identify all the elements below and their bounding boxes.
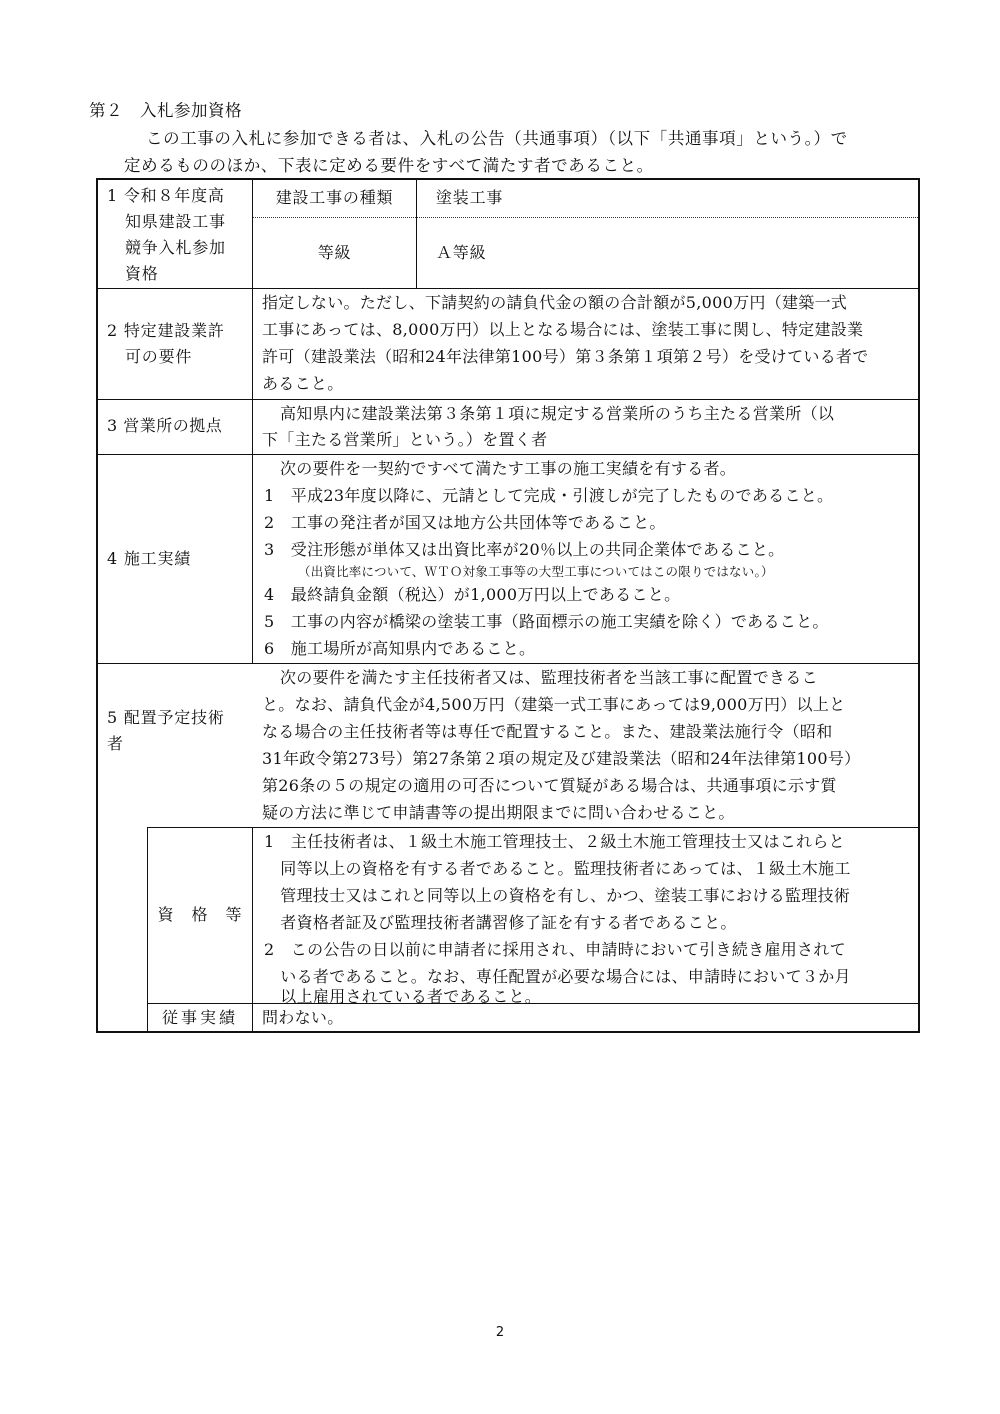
row4-item: 3 受注形態が単体又は出資比率が20％以上の共同企業体であること。 — [264, 540, 785, 559]
row1-label-line: 資格 — [125, 264, 159, 283]
row2-text-line: 工事にあっては、8,000万円）以上となる場合には、塗装工事に関し、特定建設業 — [262, 320, 864, 339]
row5-label-line: 5 配置予定技術 — [107, 708, 225, 727]
row-divider — [98, 663, 918, 664]
row2-label — [107, 318, 249, 370]
row5-text-line: なる場合の主任技術者等は専任で配置すること。また、建設業法施行令（昭和 — [262, 722, 833, 741]
row3-text-line: 下「主たる営業所」という。）を置く者 — [262, 430, 548, 449]
row-divider — [147, 827, 918, 828]
row1-label-line: 競争入札参加 — [125, 238, 226, 257]
qualification-line: いる者であること。なお、専任配置が必要な場合には、申請時において３か月 — [264, 967, 851, 986]
qualification-line: 2 この公告の日以前に申請者に採用され、申請時において引き続き雇用されて — [264, 940, 846, 959]
kind-label: 建設工事の種類 — [275, 188, 394, 207]
row3-text-line: 高知県内に建設業法第３条第１項に規定する営業所のうち主たる営業所（以 — [280, 404, 835, 423]
row4-note: （出資比率について、ＷＴＯ対象工事等の大型工事についてはこの限りではない。） — [298, 564, 774, 579]
row-divider — [98, 288, 918, 289]
row-divider — [98, 454, 918, 455]
grade-label: 等級 — [317, 243, 352, 262]
column-divider — [416, 180, 417, 288]
section-title: 第２ 入札参加資格 — [89, 101, 242, 120]
qualification-line: 同等以上の資格を有する者であること。監理技術者にあっては、１級土木施工 — [264, 859, 851, 878]
row5-text-line: と。なお、請負代金が4,500万円（建築一式工事にあっては9,000万円）以上と — [262, 695, 846, 714]
qualification-line: 以上雇用されている者であること。 — [264, 987, 542, 1006]
grade-value: Ａ等級 — [436, 243, 487, 262]
qualification-label: 資 格 等 — [157, 905, 243, 924]
row5-text-line: 第26条の５の規定の適用の可否について質疑がある場合は、共通事項に示す質 — [262, 776, 837, 795]
row2-text-line: 許可（建設業法（昭和24年法律第100号）第３条第１項第２号）を受けている者で — [262, 347, 869, 366]
experience-label: 従事実績 — [161, 1008, 238, 1027]
row4-lead: 次の要件を一契約ですべて満たす工事の施工実績を有する者。 — [280, 459, 737, 478]
row4-label: 4 施工実績 — [107, 549, 192, 568]
row5-label — [107, 705, 249, 757]
row1-label — [107, 183, 249, 287]
kind-value: 塗装工事 — [436, 188, 504, 207]
column-divider — [147, 827, 148, 1031]
row2-label-line: 2 特定建設業許 — [107, 321, 225, 340]
intro-line-2: 定めるもののほか、下表に定める要件をすべて満たす者であること。 — [124, 156, 654, 175]
row1-label-line: 1 令和８年度高 — [107, 186, 225, 205]
row2-text-line: 指定しない。ただし、下請契約の請負代金の額の合計額が5,000万円（建築一式 — [262, 293, 848, 312]
row5-text-line: 次の要件を満たす主任技術者又は、監理技術者を当該工事に配置できるこ — [280, 668, 818, 687]
row-divider — [98, 399, 918, 400]
qualification-line: 1 主任技術者は、１級土木施工管理技士、２級土木施工管理技士又はこれらと — [264, 832, 845, 851]
row4-item: 1 平成23年度以降に、元請として完成・引渡しが完了したものであること。 — [264, 486, 834, 505]
dotted-divider — [253, 217, 918, 218]
row5-text-line: 疑の方法に準じて申請書等の提出期限までに問い合わせること。 — [262, 803, 735, 822]
experience-value: 問わない。 — [262, 1008, 344, 1027]
row4-item: 5 工事の内容が橋梁の塗装工事（路面標示の施工実績を除く）であること。 — [264, 612, 829, 631]
row4-item: 4 最終請負金額（税込）が1,000万円以上であること。 — [264, 585, 681, 604]
column-divider — [252, 827, 253, 1031]
row2-label-line: 可の要件 — [125, 347, 193, 366]
page-number: 2 — [495, 1325, 505, 1340]
row3-label: 3 営業所の拠点 — [107, 416, 223, 435]
qualification-line: 管理技士又はこれと同等以上の資格を有し、かつ、塗装工事における監理技術 — [264, 886, 851, 905]
intro-line-1: この工事の入札に参加できる者は、入札の公告（共通事項）（以下「共通事項」という。）で — [146, 129, 848, 148]
row2-text-line: あること。 — [262, 374, 344, 393]
row5-label-line: 者 — [107, 734, 124, 753]
row4-item: 6 施工場所が高知県内であること。 — [264, 639, 536, 658]
row4-item: 2 工事の発注者が国又は地方公共団体等であること。 — [264, 513, 666, 532]
requirements-table — [96, 178, 920, 1033]
row1-label-line: 知県建設工事 — [125, 212, 226, 231]
qualification-line: 者資格者証及び監理技術者講習修了証を有する者であること。 — [264, 913, 737, 932]
row5-text-line: 31年政令第273号）第27条第２項の規定及び建設業法（昭和24年法律第100号） — [262, 749, 861, 768]
